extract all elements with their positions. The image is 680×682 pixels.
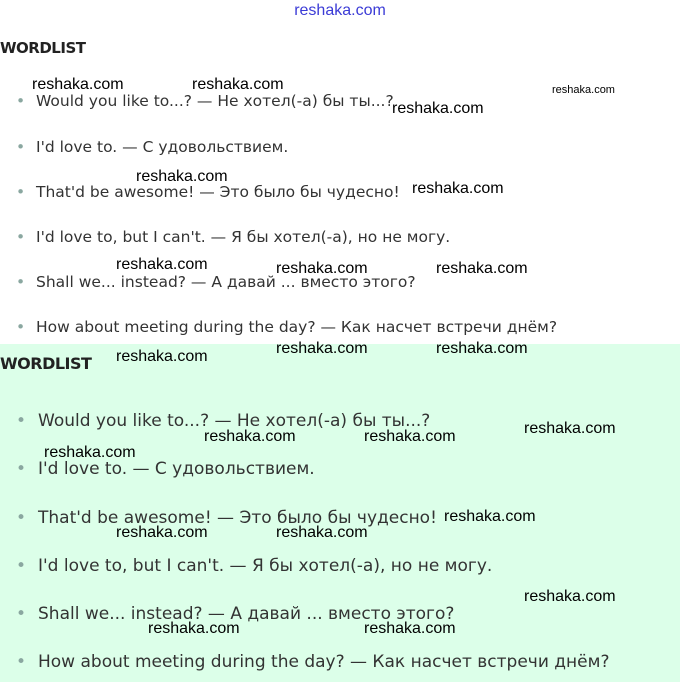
- bullet-icon: •: [16, 459, 27, 479]
- watermark-text: reshaka.com: [116, 256, 208, 273]
- bullet-icon: •: [16, 228, 26, 246]
- bullet-icon: •: [16, 411, 27, 431]
- bullet-icon: •: [16, 92, 26, 110]
- watermark-text: reshaka.com: [148, 620, 240, 637]
- list-item: [16, 138, 288, 156]
- section-heading: WORDLIST: [0, 39, 86, 57]
- watermark-text: reshaka.com: [32, 76, 124, 93]
- section-heading: WORDLIST: [0, 354, 92, 373]
- list-item: [16, 556, 492, 576]
- list-item: [16, 92, 394, 110]
- watermark-text: reshaka.com: [44, 444, 136, 461]
- wordlist-section-2: [0, 344, 680, 682]
- watermark-text: reshaka.com: [364, 428, 456, 445]
- watermark-text: reshaka.com: [364, 620, 456, 637]
- watermark-text: reshaka.com: [204, 428, 296, 445]
- list-item-text: Would you like to...? — Не хотел(-а) бы ты...?: [36, 92, 394, 110]
- list-item-text: That'd be awesome! — Это было бы чудесно!: [36, 183, 400, 201]
- list-item-text: That'd be awesome! — Это было бы чудесно!: [38, 508, 437, 528]
- list-item: [16, 508, 437, 528]
- bullet-icon: •: [16, 556, 27, 576]
- list-item-text: Shall we... instead? — А давай ... вместо этого?: [36, 273, 416, 291]
- bullet-icon: •: [16, 604, 27, 624]
- watermark-text: reshaka.com: [276, 340, 368, 357]
- watermark-text: reshaka.com: [276, 524, 368, 541]
- watermark-text: reshaka.com: [136, 168, 228, 185]
- list-item: [16, 459, 315, 479]
- list-item: [16, 652, 609, 672]
- watermark-text: reshaka.com: [192, 76, 284, 93]
- watermark-text: reshaka.com: [524, 420, 616, 437]
- list-item-text: I'd love to, but I can't. — Я бы хотел(-а), но не могу.: [36, 228, 451, 246]
- list-item-text: I'd love to. — С удовольствием.: [38, 459, 315, 479]
- watermark-text: reshaka.com: [116, 524, 208, 541]
- watermark-text: reshaka.com: [552, 84, 615, 96]
- bullet-icon: •: [16, 183, 26, 201]
- watermark-text: reshaka.com: [116, 348, 208, 365]
- watermark-text: reshaka.com: [276, 260, 368, 277]
- list-item-text: Would you like to...? — Не хотел(-а) бы ты...?: [38, 411, 431, 431]
- bullet-icon: •: [16, 138, 26, 156]
- list-item-text: I'd love to. — С удовольствием.: [36, 138, 289, 156]
- site-label[interactable]: reshaka.com: [294, 2, 386, 19]
- list-item-text: How about meeting during the day? — Как насчет встречи днём?: [36, 318, 558, 336]
- watermark-text: reshaka.com: [436, 340, 528, 357]
- bullet-icon: •: [16, 273, 26, 291]
- list-item-text: Shall we... instead? — А давай ... вместо этого?: [38, 604, 455, 624]
- watermark-text: reshaka.com: [412, 180, 504, 197]
- watermark-text: reshaka.com: [392, 100, 484, 117]
- list-item-text: I'd love to, but I can't. — Я бы хотел(-а), но не могу.: [38, 556, 493, 576]
- list-item: [16, 318, 557, 336]
- bullet-icon: •: [16, 652, 27, 672]
- watermark-text: reshaka.com: [436, 260, 528, 277]
- watermark-text: reshaka.com: [444, 508, 536, 525]
- bullet-icon: •: [16, 318, 26, 336]
- list-item: [16, 228, 450, 246]
- list-item-text: How about meeting during the day? — Как насчет встречи днём?: [38, 652, 610, 672]
- bullet-icon: •: [16, 508, 27, 528]
- watermark-text: reshaka.com: [524, 588, 616, 605]
